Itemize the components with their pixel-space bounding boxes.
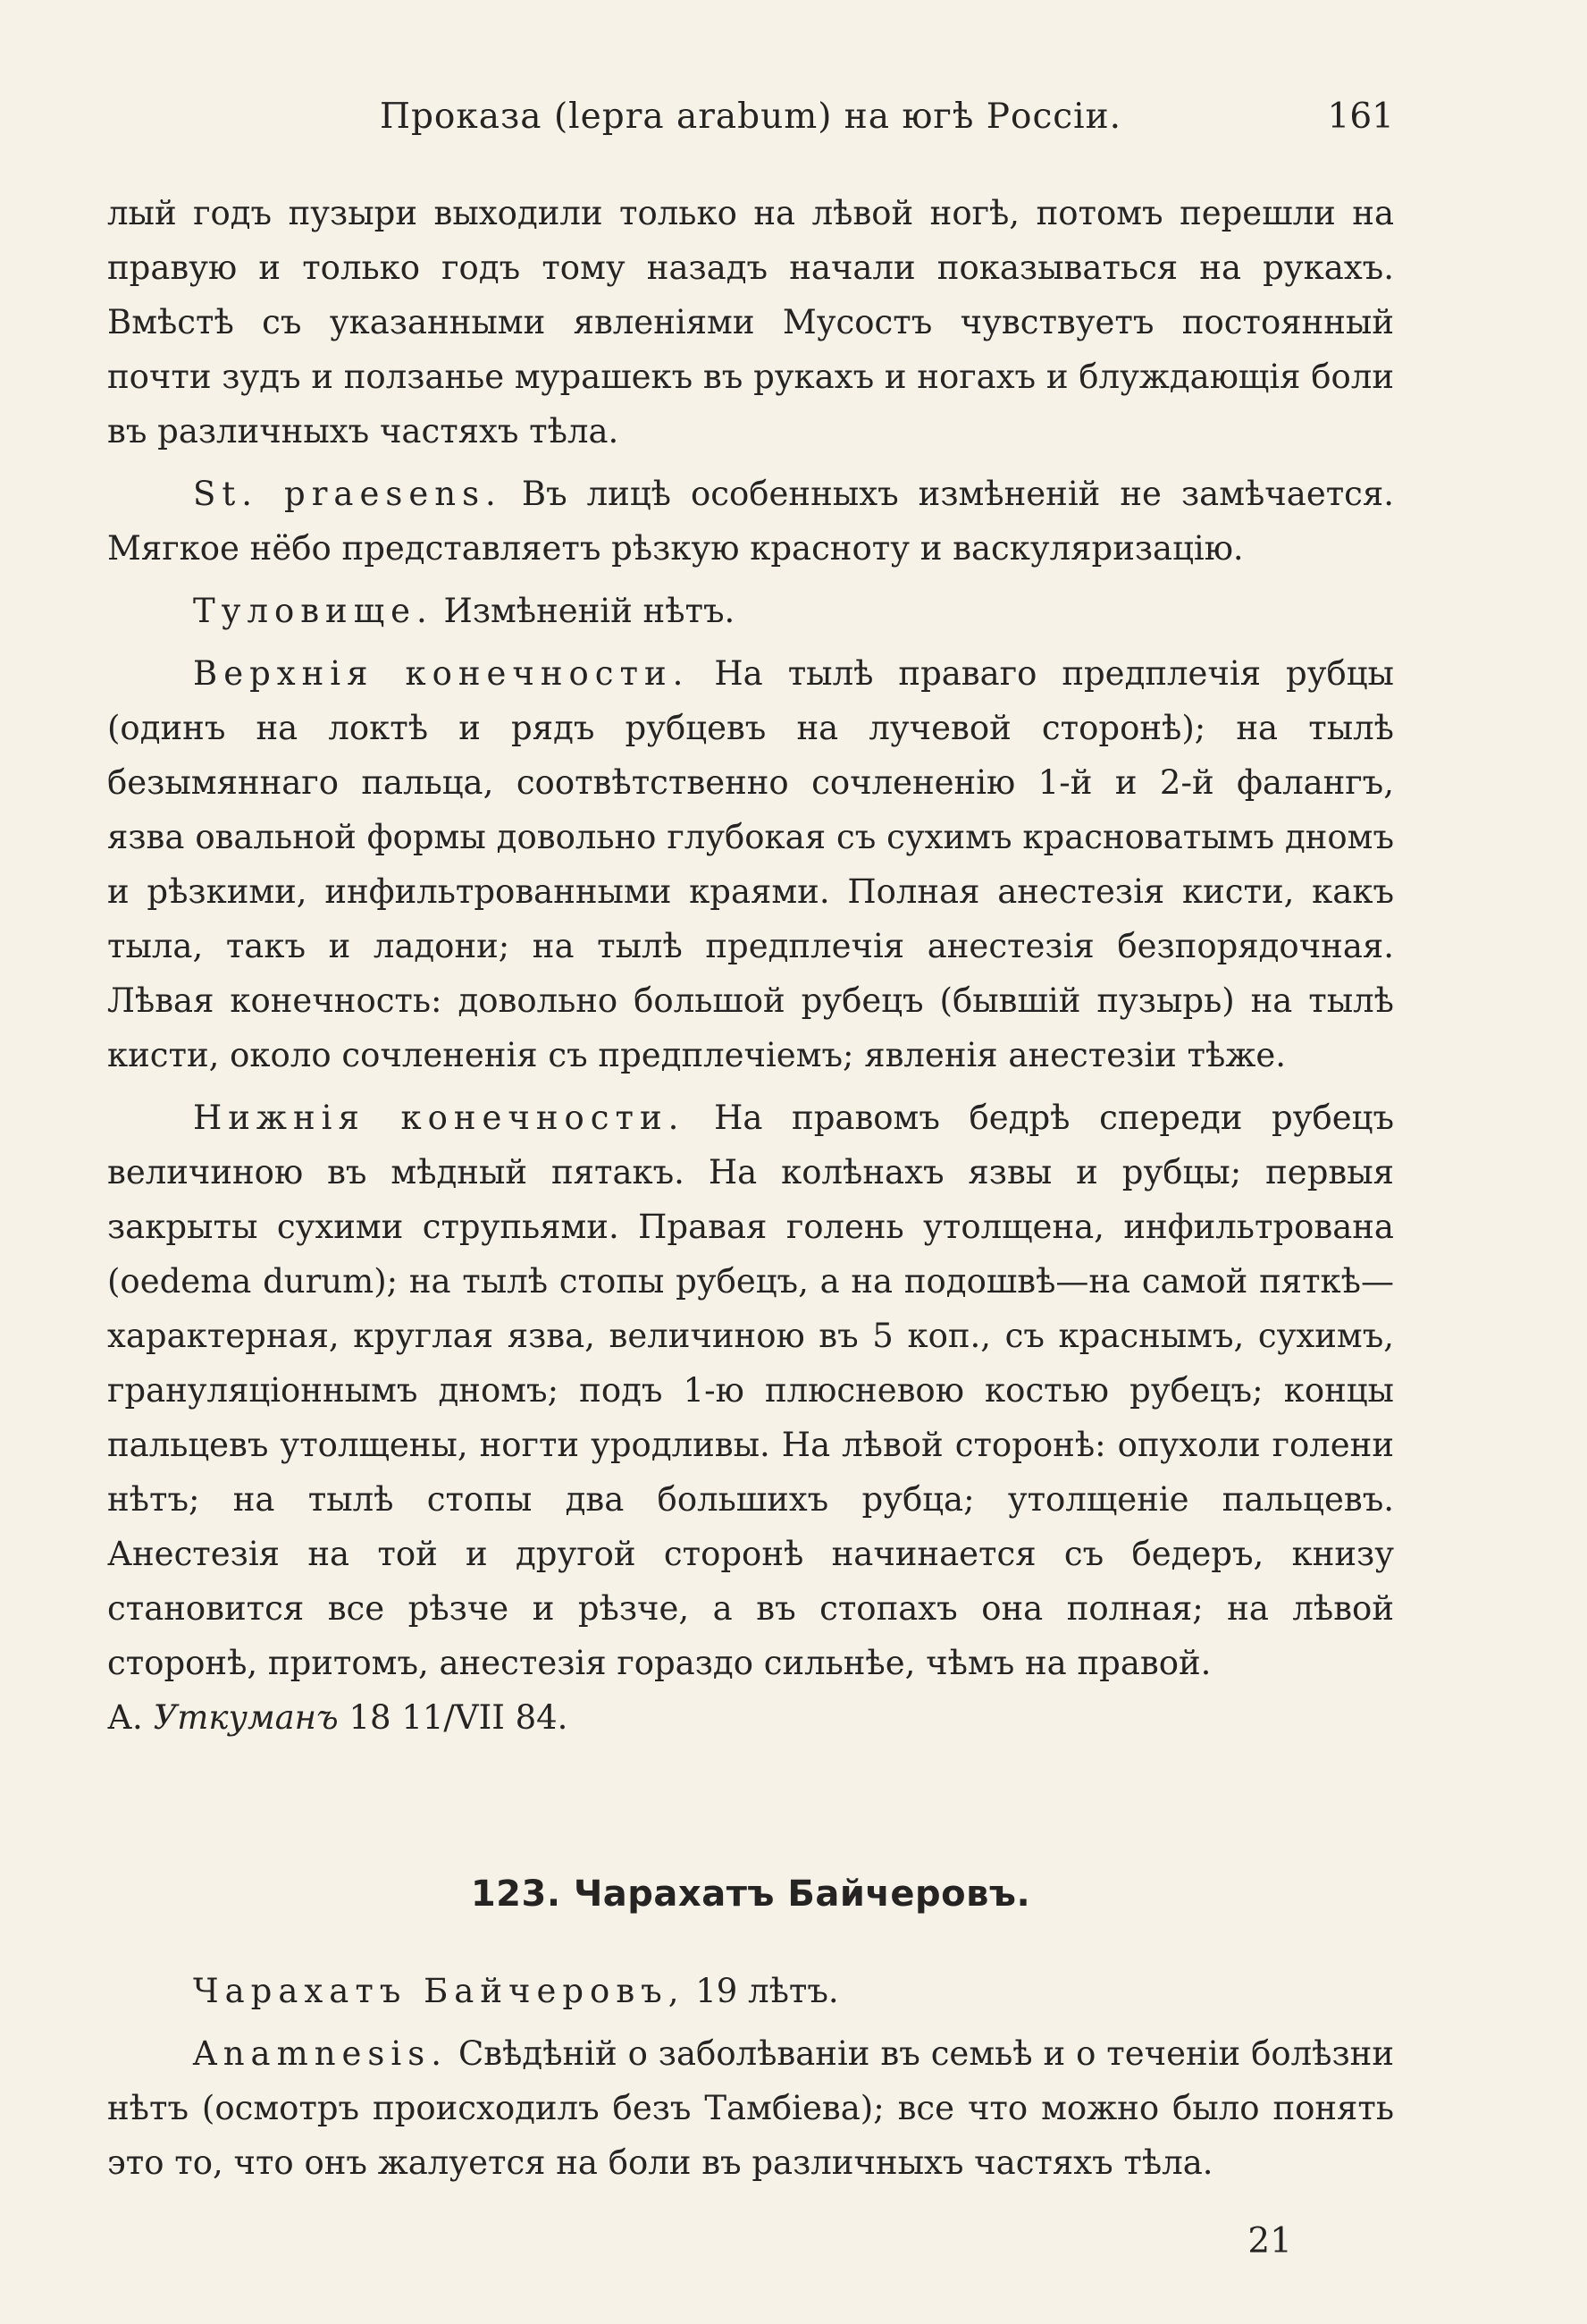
paragraph-continued: лый годъ пузыри выходили только на лѣвой ногѣ, потомъ перешли на правую и только годъ тому назадъ начали показываться на рукахъ. Вмѣстѣ съ указанными явленіями Мусостъ чувствуетъ постоянный почти зудъ и ползанье мурашекъ въ рукахъ и ногахъ и блуждающія боли въ различныхъ частяхъ тѣла. <box>107 194 1394 450</box>
paragraph-text: Въ лицѣ особенныхъ измѣненій не замѣчается. Мягкое нёбо представляетъ рѣзкую красноту и васкуляризацію. <box>107 475 1395 568</box>
paragraph-text: Свѣдѣній о заболѣваніи въ семьѣ и о теченіи болѣзни нѣтъ (осмотръ происходилъ безъ Тамбіева); все что можно было понять это то, что онъ жалуется на боли въ различныхъ частяхъ тѣла. <box>107 2034 1394 2182</box>
section-label-anamnesis: Anamnesis. <box>193 2034 448 2073</box>
case-intro <box>107 1964 1394 2018</box>
paragraph-torso <box>107 584 1394 638</box>
case-text <box>107 1956 1394 2190</box>
section-label-lower-limbs: Нижнія конечности. <box>193 1099 685 1137</box>
section-label-torso: Туловище. <box>193 592 433 630</box>
running-title: Проказа (lepra arabum) на югѣ Россіи. <box>379 97 1122 137</box>
signature-date: 18 11/VII 84. <box>348 1698 568 1737</box>
signature-name: Уткуманъ <box>153 1698 339 1737</box>
signature-line <box>107 1690 1394 1745</box>
signature-initial: А. <box>107 1698 143 1737</box>
page-number: 161 <box>1327 97 1394 137</box>
patient-name: Чарахатъ Байчеровъ, <box>193 1972 685 2010</box>
paragraph-anamnesis <box>107 2026 1394 2190</box>
case-heading: 123. Чарахатъ Байчеровъ. <box>470 1874 1031 1915</box>
paragraph-lower-limbs <box>107 1090 1394 1690</box>
section-label-status-praesens: St. praesens. <box>193 475 502 513</box>
paragraph-text: Измѣненій нѣтъ. <box>443 592 735 630</box>
body-text <box>107 186 1394 1745</box>
paragraph-status-praesens <box>107 467 1394 576</box>
paragraph-upper-limbs <box>107 646 1394 1082</box>
patient-age: 19 лѣтъ. <box>695 1972 839 2010</box>
section-label-upper-limbs: Верхнія конечности. <box>193 654 690 693</box>
paragraph-text: На тылѣ праваго предплечія рубцы (одинъ на локтѣ и рядъ рубцевъ на лучевой сторонѣ); на тылѣ безымяннаго пальца, соотвѣтственно сочлененію 1-й и 2-й фалангъ, язва овальной формы довольно глубокая съ сухимъ красноватымъ дномъ и рѣзкими, инфильтрованными краями. Полная анестезія кисти, какъ тыла, такъ и ладони; на тылѣ предплечія анестезія безпорядочная. Лѣвая конечность: довольно большой рубецъ (бывшій пузырь) на тылѣ кисти, около сочлененія съ предплечіемъ; явленія анестезіи тѣже. <box>107 654 1394 1074</box>
paragraph-text: На правомъ бедрѣ спереди рубецъ величиною въ мѣдный пятакъ. На колѣнахъ язвы и рубцы; первыя закрыты сухими струпьями. Правая голень утолщена, инфильтрована (oedema durum); на тылѣ стопы рубецъ, а на подошвѣ—на самой пяткѣ—характерная, круглая язва, величиною въ 5 коп., съ краснымъ, сухимъ, грануляціоннымъ дномъ; подъ 1-ю плюсневою костью рубецъ; концы пальцевъ утолщены, ногти уродливы. На лѣвой сторонѣ: опухоли голени нѣтъ; на тылѣ стопы два большихъ рубца; утолщеніе пальцевъ. Анестезія на той и другой сторонѣ начинается съ бедеръ, книзу становится все рѣзче и рѣзче, а въ стопахъ она полная; на лѣвой сторонѣ, притомъ, анестезія гораздо сильнѣе, чѣмъ на правой. <box>107 1099 1395 1682</box>
running-header <box>107 97 1394 150</box>
signature-mark: 21 <box>1247 2221 1292 2261</box>
